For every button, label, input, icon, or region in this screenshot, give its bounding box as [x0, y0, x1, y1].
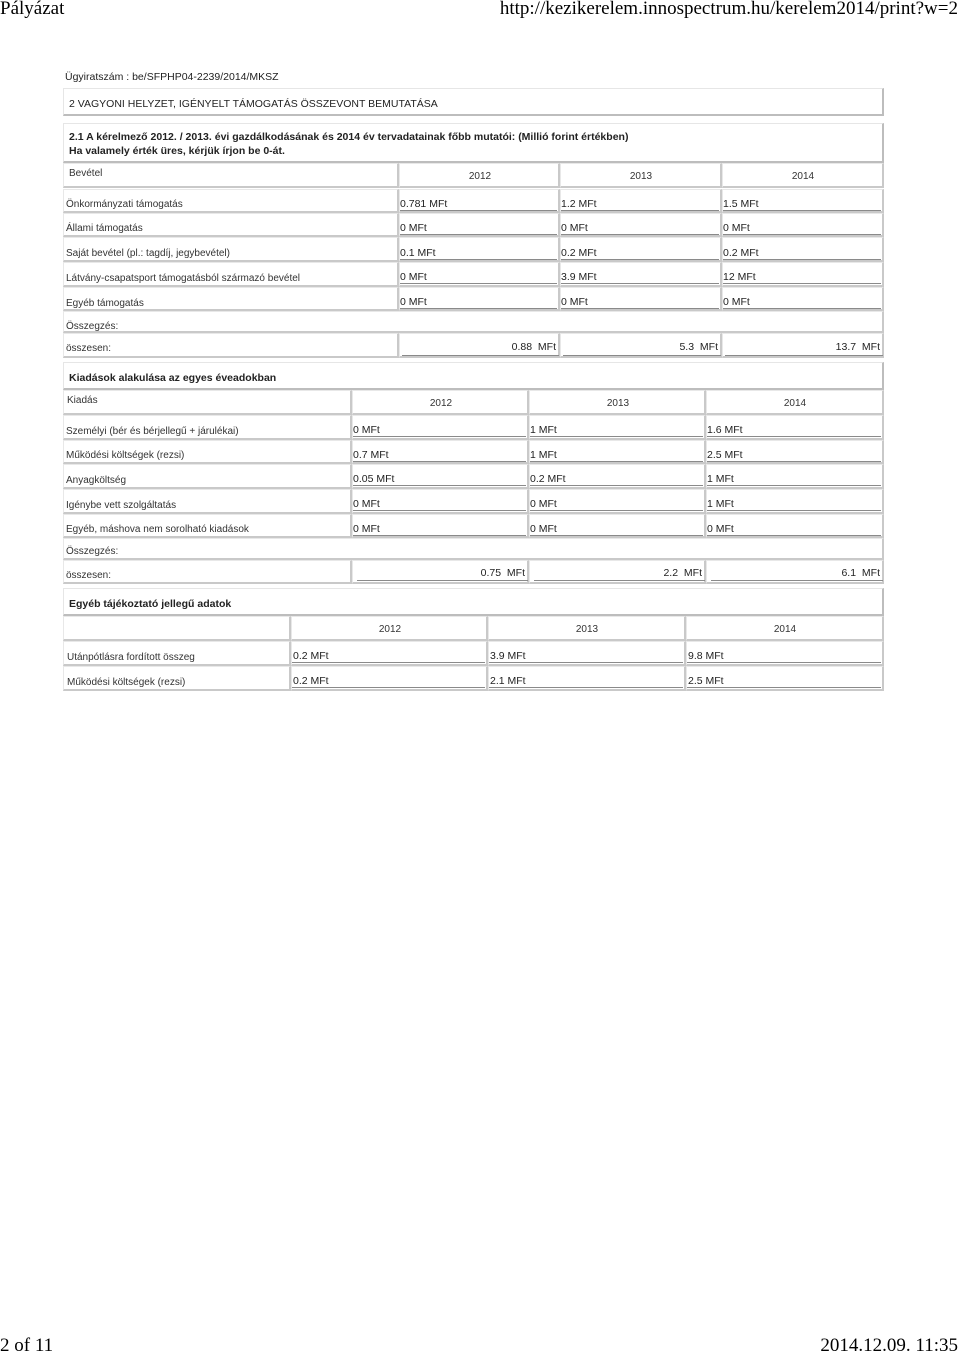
other-year-2014: 2014: [773, 624, 797, 635]
expense-value-field[interactable]: 0.05 MFt: [353, 473, 395, 485]
field-underline: [400, 210, 557, 211]
other-year-cell: [291, 616, 488, 641]
field-underline: [530, 485, 703, 486]
expense-value-cell: [352, 464, 529, 489]
field-underline: [725, 355, 883, 356]
income-total-cell: [722, 333, 884, 358]
field-underline: [723, 210, 881, 211]
field-underline: [400, 308, 557, 309]
other-value-cell: [488, 666, 686, 691]
field-underline: [687, 687, 881, 688]
income-value-field[interactable]: 0.2 MFt: [561, 247, 597, 259]
income-summary-label: Összegzés:: [66, 321, 119, 332]
expense-value-cell: [529, 464, 706, 489]
intro-line-1: 2.1 A kérelmező 2012. / 2013. évi gazdálkodásának és 2014 év tervadatainak főbb mutatói: (Millió forint értékben): [69, 131, 629, 143]
income-value-cell: [399, 237, 560, 262]
field-underline: [723, 308, 881, 309]
income-value-field[interactable]: 0.781 MFt: [400, 198, 448, 210]
field-underline: [357, 580, 528, 581]
income-value-cell: [722, 213, 884, 237]
section-title-box: [63, 88, 884, 116]
field-underline: [530, 510, 703, 511]
expense-total-2012: [481, 567, 525, 579]
expense-value-cell: [529, 415, 706, 440]
income-total-2012: [512, 341, 556, 353]
income-header-cell: [63, 163, 399, 188]
income-value-field[interactable]: 0 MFt: [400, 296, 427, 308]
total-number: 6.1: [841, 567, 857, 579]
expense-value-cell: [706, 489, 884, 514]
expense-value-field[interactable]: 0.7 MFt: [353, 449, 389, 461]
other-year-cell: [488, 616, 686, 641]
expense-value-field[interactable]: 1 MFt: [707, 498, 734, 510]
expense-year-cell: [529, 390, 706, 415]
income-total-cell: [560, 333, 722, 358]
total-unit: MFt: [537, 341, 556, 353]
other-row-label-cell: [63, 641, 291, 666]
field-underline: [707, 510, 881, 511]
total-number: 0.75: [480, 567, 502, 579]
income-value-field[interactable]: 12 MFt: [723, 271, 756, 283]
total-unit: MFt: [861, 341, 880, 353]
expense-value-field[interactable]: 0 MFt: [530, 523, 557, 535]
field-underline: [561, 283, 719, 284]
field-underline: [561, 210, 719, 211]
other-value-field[interactable]: 9.8 MFt: [688, 650, 724, 662]
income-row-label: Önkormányzati támogatás: [66, 199, 183, 210]
field-underline: [687, 662, 881, 663]
income-value-cell: [722, 287, 884, 311]
field-underline: [530, 436, 703, 437]
other-row-label: Utánpótlásra fordított összeg: [67, 652, 195, 663]
total-unit: MFt: [506, 567, 525, 579]
other-value-field[interactable]: 2.1 MFt: [490, 675, 526, 687]
income-year-cell: [722, 163, 884, 188]
expense-year-2013: 2013: [606, 398, 630, 409]
other-year-cell: [686, 616, 884, 641]
total-number: 0.88: [511, 341, 533, 353]
income-value-cell: [399, 287, 560, 311]
expense-value-cell: [352, 440, 529, 464]
expense-value-cell: [352, 489, 529, 514]
total-number: 2.2: [663, 567, 679, 579]
other-value-field[interactable]: 0.2 MFt: [293, 650, 329, 662]
total-unit: MFt: [683, 567, 702, 579]
other-value-field[interactable]: 3.9 MFt: [490, 650, 526, 662]
expense-value-cell: [706, 464, 884, 489]
field-underline: [723, 234, 881, 235]
income-value-cell: [722, 237, 884, 262]
expense-value-cell: [529, 440, 706, 464]
income-total-label-cell: [63, 333, 399, 358]
income-value-field[interactable]: 3.9 MFt: [561, 271, 597, 283]
expense-value-field[interactable]: 0 MFt: [353, 523, 380, 535]
income-value-cell: [399, 189, 560, 213]
field-underline: [489, 662, 683, 663]
income-year-cell: [399, 163, 560, 188]
expense-value-field[interactable]: 0 MFt: [353, 424, 380, 436]
income-value-cell: [722, 189, 884, 213]
expense-value-cell: [352, 415, 529, 440]
expense-header-label: Kiadás: [67, 395, 98, 406]
print-footer-page: 2 of 11: [0, 1335, 54, 1356]
expense-row-label-cell: [63, 440, 352, 464]
total-unit: MFt: [699, 341, 718, 353]
other-value-cell: [291, 666, 488, 691]
field-underline: [707, 535, 881, 536]
income-value-cell: [560, 189, 722, 213]
income-value-field[interactable]: 0.1 MFt: [400, 247, 436, 259]
expense-value-cell: [706, 514, 884, 538]
expense-row-label-cell: [63, 489, 352, 514]
expense-value-field[interactable]: 1 MFt: [530, 449, 557, 461]
expense-summary-label: Összegzés:: [66, 546, 119, 557]
intro-line-2: Ha valamely érték üres, kérjük írjon be 0-át.: [69, 145, 285, 157]
expense-value-field[interactable]: 1 MFt: [530, 424, 557, 436]
other-year-2013: 2013: [575, 624, 599, 635]
expense-title-box: [63, 362, 884, 390]
expense-value-field[interactable]: 0 MFt: [530, 498, 557, 510]
income-value-field[interactable]: 0 MFt: [723, 222, 750, 234]
income-row-label: Saját bevétel (pl.: tagdíj, jegybevétel): [66, 248, 230, 259]
expense-total-cell: [706, 560, 884, 584]
field-underline: [561, 259, 719, 260]
field-underline: [561, 234, 719, 235]
income-total-cell: [399, 333, 560, 358]
income-value-cell: [560, 262, 722, 287]
total-number: 13.7: [835, 341, 857, 353]
expense-total-cell: [529, 560, 706, 584]
income-year-2014: 2014: [791, 171, 815, 182]
income-row-label-cell: [63, 262, 399, 287]
expense-total-label-cell: [63, 560, 352, 584]
section-title: 2 VAGYONI HELYZET, IGÉNYELT TÁMOGATÁS ÖSSZEVONT BEMUTATÁSA: [69, 98, 438, 110]
income-row-label: Egyéb támogatás: [66, 298, 144, 309]
income-value-cell: [399, 262, 560, 287]
field-underline: [707, 461, 881, 462]
income-header-label: Bevétel: [69, 168, 103, 179]
income-summary-row: [63, 311, 884, 333]
income-row-label-cell: [63, 237, 399, 262]
field-underline: [400, 234, 557, 235]
expense-value-cell: [706, 415, 884, 440]
other-value-field[interactable]: 2.5 MFt: [688, 675, 724, 687]
expense-value-field[interactable]: 1 MFt: [707, 473, 734, 485]
income-total-2013: [679, 341, 718, 353]
income-value-field[interactable]: 0 MFt: [723, 296, 750, 308]
expense-value-cell: [706, 440, 884, 464]
income-year-2013: 2013: [629, 171, 653, 182]
other-value-cell: [291, 641, 488, 666]
income-value-cell: [399, 213, 560, 237]
expense-header-cell: [63, 390, 352, 415]
expense-total-label: összesen:: [66, 570, 112, 581]
income-row-label-cell: [63, 189, 399, 213]
field-underline: [489, 687, 683, 688]
other-title: Egyéb tájékoztató jellegű adatok: [69, 598, 232, 610]
field-underline: [563, 355, 721, 356]
income-value-cell: [560, 237, 722, 262]
intro-box: [63, 123, 884, 163]
print-footer-datetime: 2014.12.09. 11:35: [820, 1335, 958, 1356]
income-total-2014: [836, 341, 880, 353]
expense-total-cell: [352, 560, 529, 584]
expense-total-2014: [841, 567, 880, 579]
expense-title: Kiadások alakulása az egyes éveadokban: [69, 372, 277, 384]
field-underline: [402, 355, 559, 356]
income-value-field[interactable]: 0 MFt: [561, 296, 588, 308]
expense-value-field[interactable]: 0.2 MFt: [530, 473, 566, 485]
expense-value-field[interactable]: 0 MFt: [353, 498, 380, 510]
other-value-cell: [488, 641, 686, 666]
field-underline: [353, 535, 526, 536]
expense-row-label: Igénybe vett szolgáltatás: [66, 500, 177, 511]
expense-value-field[interactable]: 2.5 MFt: [707, 449, 743, 461]
field-underline: [400, 259, 557, 260]
field-underline: [353, 510, 526, 511]
field-underline: [400, 283, 557, 284]
other-row-label: Működési költségek (rezsi): [67, 677, 186, 688]
income-row-label-cell: [63, 213, 399, 237]
income-value-field[interactable]: 1.2 MFt: [561, 198, 597, 210]
field-underline: [707, 436, 881, 437]
field-underline: [353, 461, 526, 462]
field-underline: [292, 687, 485, 688]
field-underline: [353, 485, 526, 486]
other-header-cell: [63, 616, 291, 641]
field-underline: [292, 662, 485, 663]
income-value-field[interactable]: 1.5 MFt: [723, 198, 759, 210]
expense-value-cell: [529, 514, 706, 538]
other-value-cell: [686, 666, 884, 691]
expense-row-label-cell: [63, 514, 352, 538]
income-row-label: Állami támogatás: [66, 223, 143, 234]
field-underline: [530, 461, 703, 462]
expense-row-label: Egyéb, máshova nem sorolható kiadások: [66, 524, 249, 535]
expense-value-field[interactable]: 1.6 MFt: [707, 424, 743, 436]
expense-row-label: Személyi (bér és bérjellegű + járulékai): [66, 426, 239, 437]
other-year-2012: 2012: [378, 624, 402, 635]
field-underline: [723, 259, 881, 260]
total-number: 5.3: [679, 341, 695, 353]
other-title-box: [63, 588, 884, 616]
field-underline: [530, 535, 703, 536]
expense-year-cell: [706, 390, 884, 415]
income-value-cell: [722, 262, 884, 287]
case-number: Ügyiratszám : be/SFPHP04-2239/2014/MKSZ: [65, 71, 279, 83]
income-value-field[interactable]: 0 MFt: [400, 222, 427, 234]
income-total-label: összesen:: [66, 343, 112, 354]
expense-value-cell: [529, 489, 706, 514]
print-header-title: Pályázat: [0, 0, 65, 19]
income-year-2012: 2012: [468, 171, 492, 182]
income-value-field[interactable]: 0 MFt: [561, 222, 588, 234]
other-row-label-cell: [63, 666, 291, 691]
expense-row-label: Anyagköltség: [66, 475, 127, 486]
field-underline: [711, 580, 883, 581]
income-value-field[interactable]: 0.2 MFt: [723, 247, 759, 259]
income-value-cell: [560, 287, 722, 311]
other-value-field[interactable]: 0.2 MFt: [293, 675, 329, 687]
income-year-cell: [560, 163, 722, 188]
field-underline: [353, 436, 526, 437]
expense-summary-row: [63, 538, 884, 560]
expense-row-label-cell: [63, 415, 352, 440]
income-value-cell: [560, 213, 722, 237]
field-underline: [561, 308, 719, 309]
field-underline: [534, 580, 705, 581]
print-header-url: http://kezikerelem.innospectrum.hu/kerelem2014/print?w=2: [499, 0, 958, 19]
expense-year-cell: [352, 390, 529, 415]
expense-row-label-cell: [63, 464, 352, 489]
income-row-label-cell: [63, 287, 399, 311]
expense-year-2012: 2012: [429, 398, 453, 409]
field-underline: [723, 283, 881, 284]
expense-value-cell: [352, 514, 529, 538]
income-row-label: Látvány-csapatsport támogatásból származó bevétel: [66, 273, 301, 284]
expense-value-field[interactable]: 0 MFt: [707, 523, 734, 535]
income-value-field[interactable]: 0 MFt: [400, 271, 427, 283]
field-underline: [707, 485, 881, 486]
other-value-cell: [686, 641, 884, 666]
total-unit: MFt: [861, 567, 880, 579]
expense-total-2013: [663, 567, 702, 579]
expense-row-label: Működési költségek (rezsi): [66, 450, 185, 461]
expense-year-2014: 2014: [783, 398, 807, 409]
